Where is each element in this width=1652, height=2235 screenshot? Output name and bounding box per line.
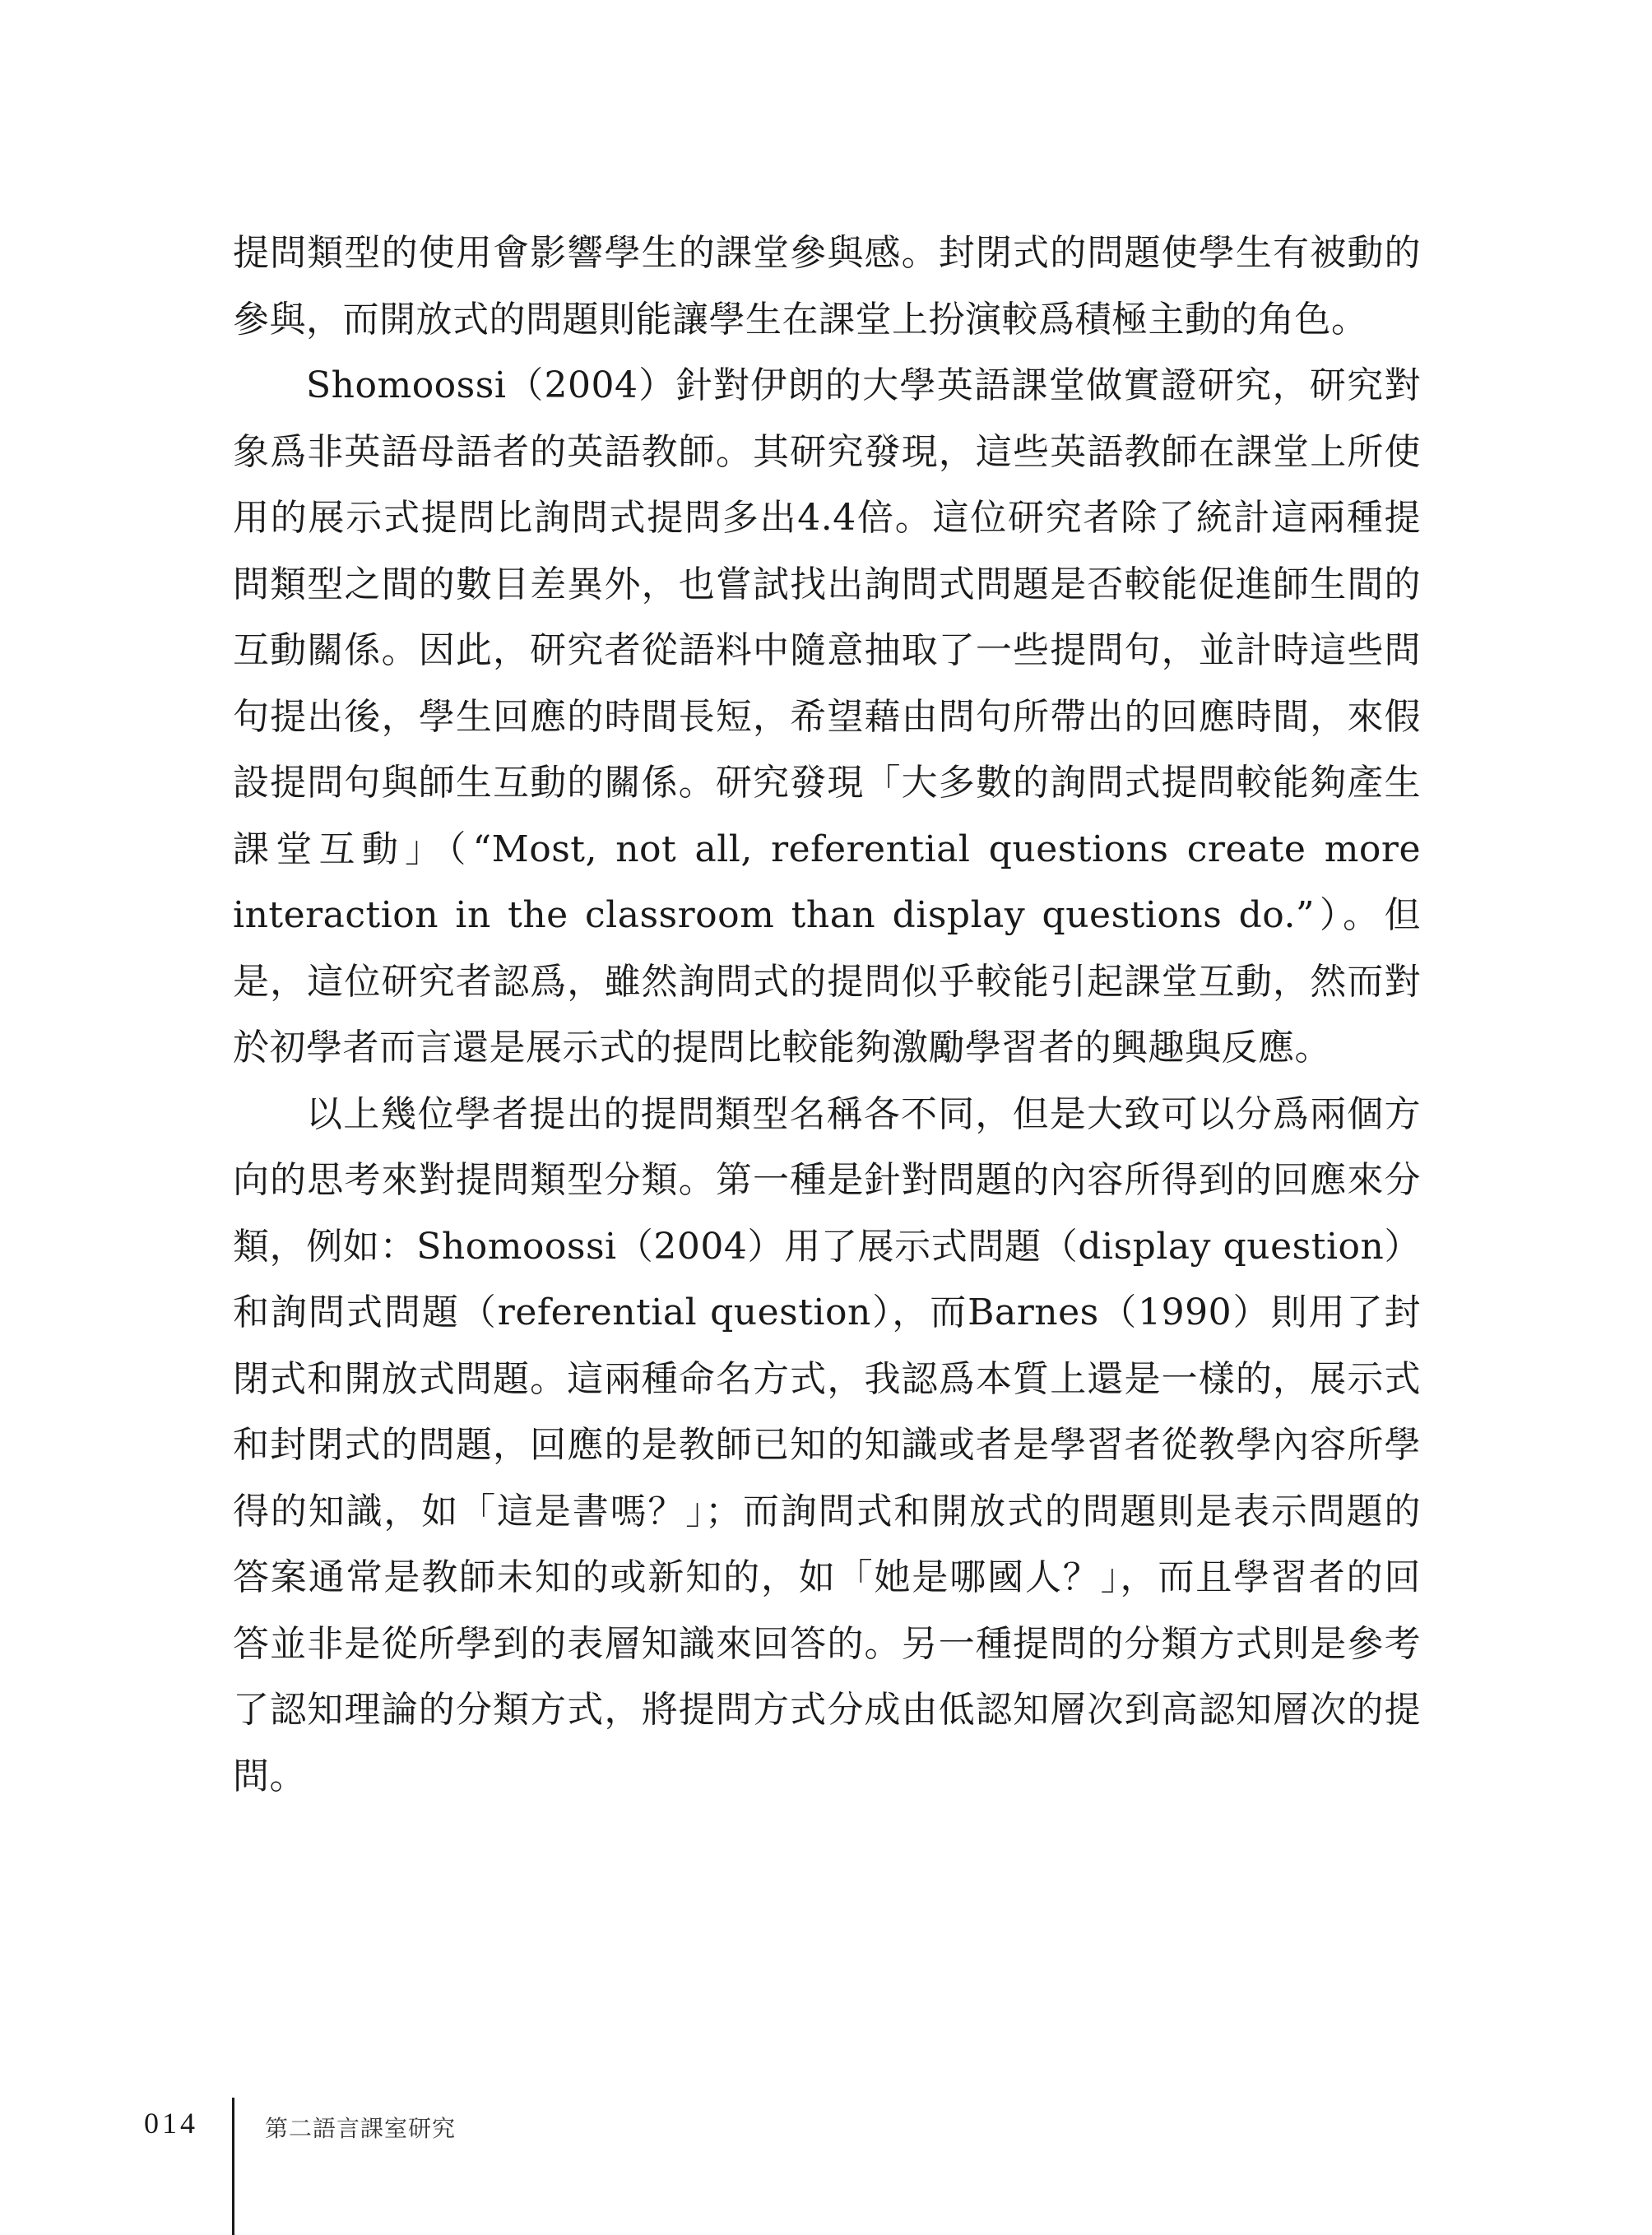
paragraph-2: Shomoossi（2004）針對伊朗的大學英語課堂做實證研究，研究對象爲非英語母語者的英語教師。其研究發現，這些英語教師在課堂上所使用的展示式提問比詢問式提問多出4.4倍。這位研究者除了統計這兩種提問類型之間的數目差異外，也嘗試找出詢問式問題是否較能促進師生間的互動關係。因此，研究者從語料中隨意抽取了一些提問句，並計時這些問句提出後，學生回應的時間長短，希望藉由問句所帶出的回應時間，來假設提問句與師生互動的關係。研究發現「大多數的詢問式提問較能夠產生課堂互動」（“Most, not all, referential questions create more interaction in the classroom than display questions do.”）。但是，這位研究者認爲，雖然詢問式的提問似乎較能引起課堂互動，然而對於初學者而言還是展示式的提問比較能夠激勵學習者的興趣與反應。	[233, 364, 1421, 1069]
footer-divider	[232, 2098, 234, 2235]
page-footer	[0, 2089, 1652, 2235]
paragraph-1: 提問類型的使用會影響學生的課堂參與感。封閉式的問題使學生有被動的參與，而開放式的問題則能讓學生在課堂上扮演較爲積極主動的角色。	[233, 232, 1421, 341]
running-title: 第二語言課室研究	[265, 2115, 457, 2142]
body-text	[233, 220, 1421, 1810]
page-number: 014	[144, 2107, 198, 2140]
paragraph-3: 以上幾位學者提出的提問類型名稱各不同，但是大致可以分爲兩個方向的思考來對提問類型分類。第一種是針對問題的內容所得到的回應來分類，例如：Shomoossi（2004）用了展示式問題（display question）和詢問式問題（referential question），而Barnes（1990）則用了封閉式和開放式問題。這兩種命名方式，我認爲本質上還是一樣的，展示式和封閉式的問題，回應的是教師已知的知識或者是學習者從教學內容所學得的知識，如「這是書嗎？」；而詢問式和開放式的問題則是表示問題的答案通常是教師未知的或新知的，如「她是哪國人？」，而且學習者的回答並非是從所學到的表層知識來回答的。另一種提問的分類方式則是參考了認知理論的分類方式，將提問方式分成由低認知層次到高認知層次的提問。	[233, 1092, 1421, 1797]
